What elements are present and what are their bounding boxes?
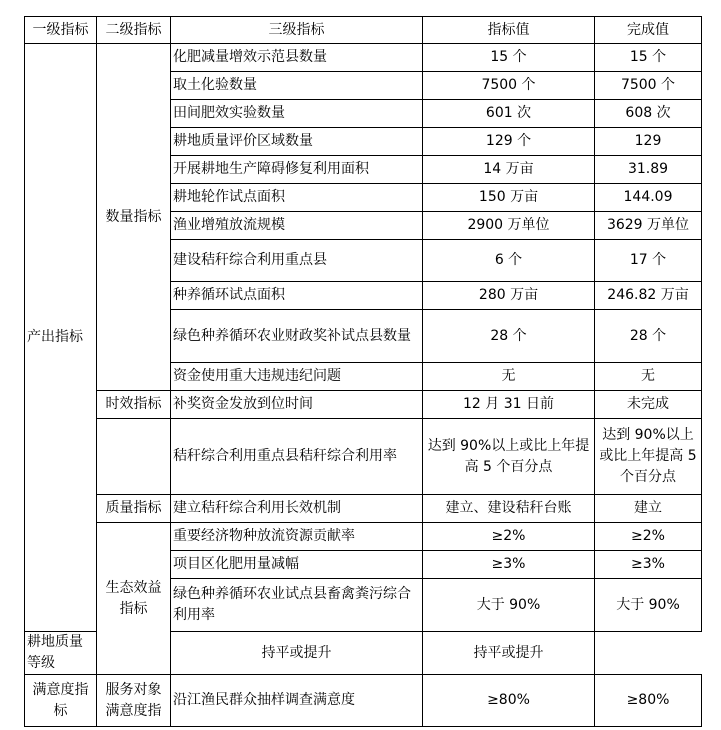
actual-cell: 大于 90% bbox=[595, 579, 702, 632]
indicator-cell: 田间肥效实验数量 bbox=[171, 100, 423, 128]
indicator-cell: 项目区化肥用量减幅 bbox=[171, 551, 423, 579]
indicator-cell: 绿色种养循环农业财政奖补试点县数量 bbox=[171, 310, 423, 363]
indicator-cell: 耕地质量评价区域数量 bbox=[171, 128, 423, 156]
indicator-cell: 绿色种养循环农业试点县畜禽粪污综合利用率 bbox=[171, 579, 423, 632]
target-cell: 达到 90%以上或比上年提高 5 个百分点 bbox=[423, 419, 595, 495]
table-row bbox=[25, 419, 702, 495]
actual-cell: 28 个 bbox=[595, 310, 702, 363]
target-cell: 601 次 bbox=[423, 100, 595, 128]
actual-cell: 达到 90%以上或比上年提高 5 个百分点 bbox=[595, 419, 702, 495]
actual-cell: 129 bbox=[595, 128, 702, 156]
indicator-table bbox=[24, 16, 702, 727]
target-cell: 28 个 bbox=[423, 310, 595, 363]
header-row bbox=[25, 17, 702, 44]
actual-cell: ≥2% bbox=[595, 523, 702, 551]
table-row bbox=[25, 44, 702, 72]
table-row bbox=[25, 523, 702, 551]
target-cell: ≥80% bbox=[423, 675, 595, 727]
actual-cell: 17 个 bbox=[595, 240, 702, 282]
actual-cell: 无 bbox=[595, 363, 702, 391]
subgroup-timeliness: 时效指标 bbox=[97, 391, 171, 419]
indicator-cell: 耕地质量等级 bbox=[25, 632, 97, 675]
group-satisfaction: 满意度指标 bbox=[25, 675, 97, 727]
header-level3: 三级指标 bbox=[171, 17, 423, 44]
table-row bbox=[25, 495, 702, 523]
indicator-cell: 种养循环试点面积 bbox=[171, 282, 423, 310]
target-cell: 150 万亩 bbox=[423, 184, 595, 212]
target-cell: 持平或提升 bbox=[171, 632, 423, 675]
target-cell: 12 月 31 日前 bbox=[423, 391, 595, 419]
actual-cell: 144.09 bbox=[595, 184, 702, 212]
target-cell: 无 bbox=[423, 363, 595, 391]
actual-cell: 31.89 bbox=[595, 156, 702, 184]
indicator-cell: 建立秸秆综合利用长效机制 bbox=[171, 495, 423, 523]
target-cell: 2900 万单位 bbox=[423, 212, 595, 240]
subgroup-ecological: 生态效益指标 bbox=[97, 523, 171, 675]
header-actual: 完成值 bbox=[595, 17, 702, 44]
subgroup-service: 服务对象满意度指 bbox=[97, 675, 171, 727]
target-cell: 建立、建设秸秆台账 bbox=[423, 495, 595, 523]
target-cell: ≥3% bbox=[423, 551, 595, 579]
target-cell: 14 万亩 bbox=[423, 156, 595, 184]
actual-cell: ≥3% bbox=[595, 551, 702, 579]
indicator-cell: 补奖资金发放到位时间 bbox=[171, 391, 423, 419]
target-cell: ≥2% bbox=[423, 523, 595, 551]
subgroup-quantity: 数量指标 bbox=[97, 44, 171, 391]
indicator-cell: 取土化验数量 bbox=[171, 72, 423, 100]
target-cell: 6 个 bbox=[423, 240, 595, 282]
actual-cell: 持平或提升 bbox=[423, 632, 595, 675]
actual-cell: 7500 个 bbox=[595, 72, 702, 100]
indicator-cell: 秸秆综合利用重点县秸秆综合利用率 bbox=[171, 419, 423, 495]
header-level2: 二级指标 bbox=[97, 17, 171, 44]
table-row bbox=[25, 675, 702, 727]
indicator-cell: 重要经济物种放流资源贡献率 bbox=[171, 523, 423, 551]
actual-cell: 608 次 bbox=[595, 100, 702, 128]
header-target: 指标值 bbox=[423, 17, 595, 44]
header-level1: 一级指标 bbox=[25, 17, 97, 44]
subgroup-quality: 质量指标 bbox=[97, 495, 171, 523]
table-row bbox=[25, 391, 702, 419]
indicator-cell: 化肥减量增效示范县数量 bbox=[171, 44, 423, 72]
target-cell: 大于 90% bbox=[423, 579, 595, 632]
group-output: 产出指标 bbox=[25, 44, 97, 632]
indicator-cell: 沿江渔民群众抽样调查满意度 bbox=[171, 675, 423, 727]
subgroup-quality-blank bbox=[97, 419, 171, 495]
actual-cell: 15 个 bbox=[595, 44, 702, 72]
target-cell: 129 个 bbox=[423, 128, 595, 156]
target-cell: 280 万亩 bbox=[423, 282, 595, 310]
target-cell: 15 个 bbox=[423, 44, 595, 72]
indicator-cell: 耕地轮作试点面积 bbox=[171, 184, 423, 212]
actual-cell: 建立 bbox=[595, 495, 702, 523]
indicator-cell: 开展耕地生产障碍修复利用面积 bbox=[171, 156, 423, 184]
indicator-cell: 建设秸秆综合利用重点县 bbox=[171, 240, 423, 282]
target-cell: 7500 个 bbox=[423, 72, 595, 100]
indicator-cell: 渔业增殖放流规模 bbox=[171, 212, 423, 240]
indicator-cell: 资金使用重大违规违纪问题 bbox=[171, 363, 423, 391]
actual-cell: ≥80% bbox=[595, 675, 702, 727]
actual-cell: 246.82 万亩 bbox=[595, 282, 702, 310]
actual-cell: 未完成 bbox=[595, 391, 702, 419]
actual-cell: 3629 万单位 bbox=[595, 212, 702, 240]
